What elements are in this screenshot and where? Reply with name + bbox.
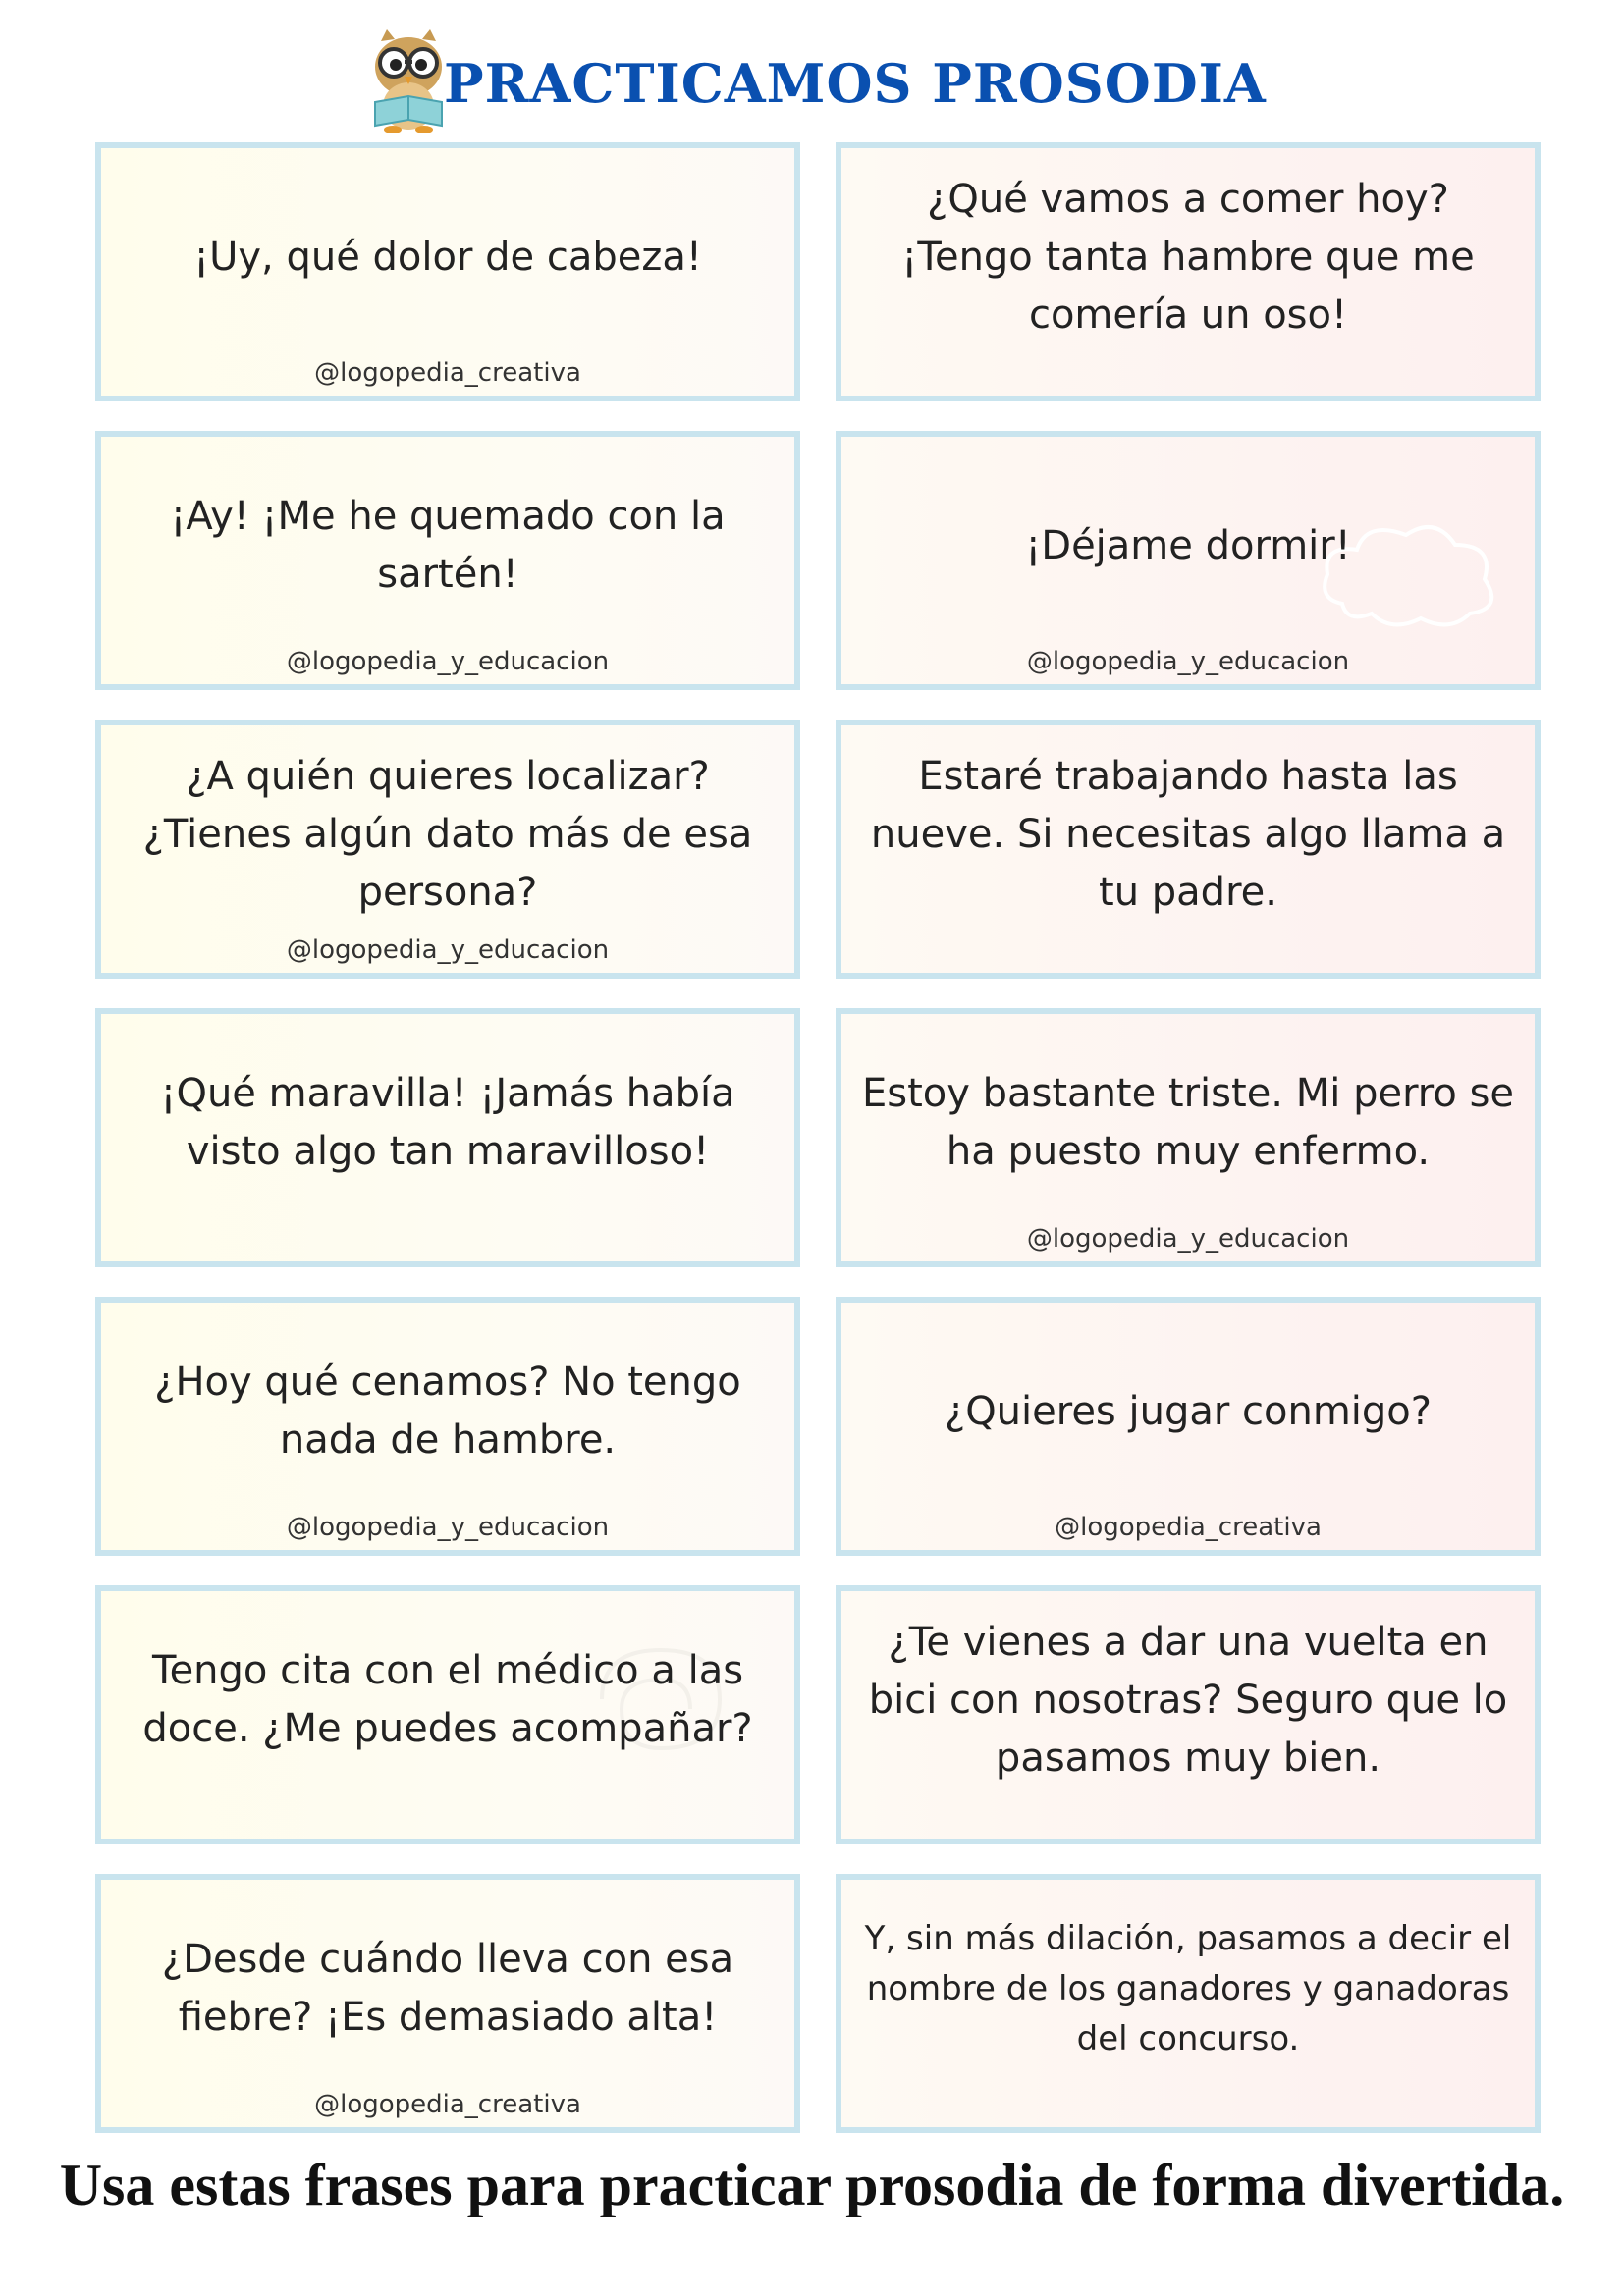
phrase-card	[95, 1008, 800, 1267]
phrase-card	[95, 1874, 800, 2133]
phrase-text: ¿Desde cuándo lleva con esa fiebre? ¡Es demasiado alta!	[161, 1937, 734, 2040]
phrase-text: ¡Ay! ¡Me he quemado con la sartén!	[170, 494, 726, 597]
footer-instruction: Usa estas frases para practicar prosodia de forma divertida.	[59, 2153, 1565, 2217]
author-handle: @logopedia_y_educacion	[286, 647, 610, 676]
phrase-text: ¿Qué vamos a comer hoy? ¡Tengo tanta hambre que me comería un oso!	[901, 176, 1475, 338]
phrase-text: Y, sin más dilación, pasamos a decir el nombre de los ganadores y ganadoras del concurso.	[864, 1918, 1512, 2058]
page-header	[0, 27, 1624, 135]
phrase-text: ¿A quién quieres localizar? ¿Tienes algún dato más de esa persona?	[142, 753, 753, 915]
phrase-card	[836, 142, 1541, 401]
author-handle: @logopedia_creativa	[314, 358, 581, 388]
phrase-card	[836, 1297, 1541, 1556]
phrase-card	[836, 1585, 1541, 1844]
phrase-text: Tengo cita con el médico a las doce. ¿Me puedes acompañar?	[142, 1648, 753, 1751]
author-handle: @logopedia_y_educacion	[286, 1513, 610, 1542]
author-handle: @logopedia_y_educacion	[286, 935, 610, 965]
phrase-text: ¡Uy, qué dolor de cabeza!	[193, 234, 702, 280]
phrase-card	[95, 720, 800, 979]
phrase-card	[95, 431, 800, 690]
phrase-text: ¡Déjame dormir!	[1025, 522, 1351, 568]
phrase-text: ¿Te vienes a dar una vuelta en bici con nosotras? Seguro que lo pasamos muy bien.	[868, 1619, 1508, 1781]
phrase-text: ¡Qué maravilla! ¡Jamás había visto algo tan maravilloso!	[160, 1071, 735, 1174]
phrase-card	[836, 1874, 1541, 2133]
owl-reading-book-icon	[367, 27, 450, 135]
phrase-card	[836, 720, 1541, 979]
phrase-text: Estaré trabajando hasta las nueve. Si necesitas algo llama a tu padre.	[870, 753, 1506, 915]
phrase-card	[95, 142, 800, 401]
phrase-card	[95, 1297, 800, 1556]
author-handle: @logopedia_y_educacion	[1026, 647, 1350, 676]
author-handle: @logopedia_creativa	[314, 2090, 581, 2119]
phrase-card	[836, 431, 1541, 690]
phrase-card	[836, 1008, 1541, 1267]
phrase-text: ¿Hoy qué cenamos? No tengo nada de hambre.	[154, 1360, 741, 1463]
phrase-text: ¿Quieres jugar conmigo?	[944, 1388, 1433, 1434]
author-handle: @logopedia_y_educacion	[1026, 1224, 1350, 1254]
phrase-text: Estoy bastante triste. Mi perro se ha puesto muy enfermo.	[861, 1071, 1515, 1174]
page-title: PRACTICAMOS PROSODIA	[444, 52, 1267, 115]
phrase-card	[95, 1585, 800, 1844]
author-handle: @logopedia_creativa	[1055, 1513, 1322, 1542]
